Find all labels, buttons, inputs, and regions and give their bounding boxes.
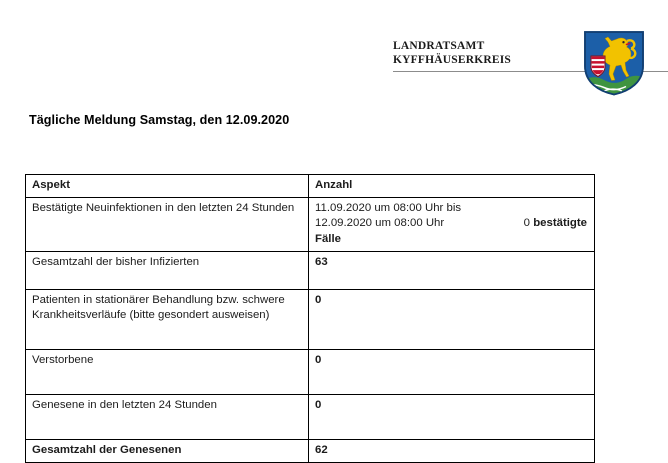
table-row xyxy=(26,198,595,252)
row-label-new-infections: Bestätigte Neuinfektionen in den letzten 24 Stunden xyxy=(26,198,309,252)
table-header-row xyxy=(26,175,595,198)
page-title: Tägliche Meldung Samstag, den 12.09.2020 xyxy=(29,113,290,127)
column-header-aspect: Aspekt xyxy=(26,175,309,198)
new-infections-label-tail: Fälle xyxy=(315,232,341,245)
row-value-total-recovered: 62 xyxy=(309,439,595,462)
new-infections-period-start: 11.09.2020 um 08:00 Uhr bis xyxy=(315,202,462,215)
organization-line-1: LANDRATSAMT xyxy=(393,40,485,52)
new-infections-count: 0 xyxy=(523,217,531,230)
row-label-hospitalized: Patienten in stationärer Behandlung bzw. schwere Krankheitsverläufe (bitte gesondert ausweisen) xyxy=(26,289,309,349)
row-label-total-infected: Gesamtzahl der bisher Infizierten xyxy=(26,251,309,289)
new-infections-period-end-and-count xyxy=(315,216,589,231)
new-infections-label: bestätigte xyxy=(533,217,587,230)
row-label-recovered-24h: Genesene in den letzten 24 Stunden xyxy=(26,394,309,439)
row-label-total-recovered: Gesamtzahl der Genesenen xyxy=(26,439,309,462)
column-header-anzahl: Anzahl xyxy=(309,175,595,198)
coat-of-arms-icon xyxy=(583,30,645,96)
table-row xyxy=(26,251,595,289)
row-value-recovered-24h: 0 xyxy=(309,394,595,439)
row-value-new-infections xyxy=(309,198,595,252)
letterhead xyxy=(0,0,668,105)
row-value-hospitalized: 0 xyxy=(309,289,595,349)
table-row xyxy=(26,349,595,394)
row-value-total-infected: 63 xyxy=(309,251,595,289)
daily-report-table xyxy=(25,174,595,463)
table-row xyxy=(26,394,595,439)
new-infections-count-group xyxy=(524,216,589,231)
table-row xyxy=(26,289,595,349)
new-infections-period-end: 12.09.2020 um 08:00 Uhr xyxy=(315,217,445,230)
row-value-deceased: 0 xyxy=(309,349,595,394)
row-label-deceased: Verstorbene xyxy=(26,349,309,394)
organization-line-2: KYFFHÄUSERKREIS xyxy=(393,53,512,66)
organization-name xyxy=(393,40,511,67)
table-row-total xyxy=(26,439,595,462)
